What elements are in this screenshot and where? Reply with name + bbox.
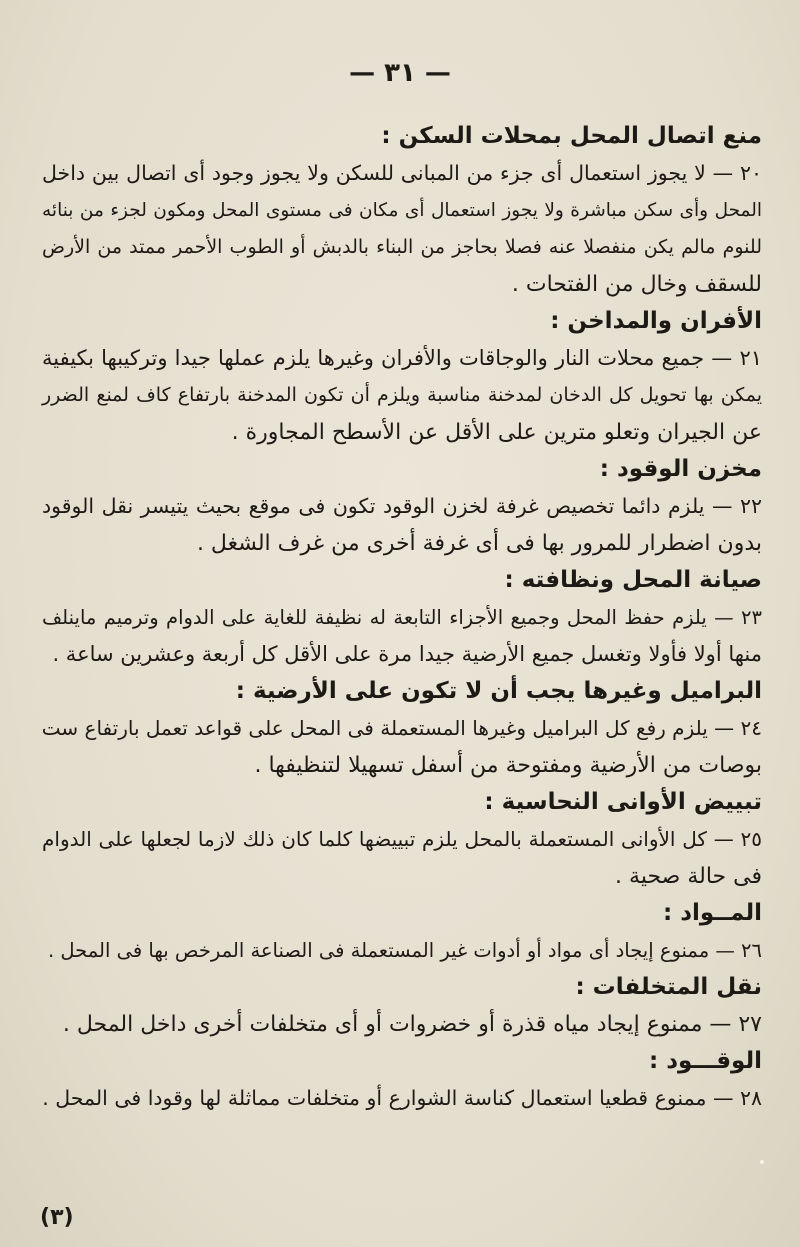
text-line: بوصات من الأرضية ومفتوحة من أسفل تسهيلا لتنظيفها . — [254, 753, 762, 778]
page-number-bottom: (٣) — [40, 1205, 74, 1230]
section-heading: نقل المتخلفات : — [575, 974, 762, 1000]
text-line: ٢١ — جميع محلات النار والوجاقات والأفران وغيرها يلزم عملها جيدا وتركيبها بكيفية — [42, 346, 762, 370]
text-line: فى حالة صحية . — [615, 864, 762, 889]
section-heading: البراميل وغيرها يجب أن لا تكون على الأرضية : — [235, 678, 762, 704]
text-line: ٢٥ — كل الأوانى المستعملة بالمحل يلزم تبييضها كلما كان ذلك لازما لجعلها على الدوام — [42, 827, 762, 851]
section-heading: منع اتصال المحل بمحلات السكن : — [381, 123, 762, 149]
section-heading: تبييض الأوانى النحاسية : — [484, 789, 762, 815]
paper-speck — [760, 1160, 764, 1164]
text-line: ٢٤ — يلزم رفع كل البراميل وغيرها المستعملة فى المحل على قواعد تعمل بارتفاع ست — [41, 716, 762, 740]
text-line: منها أولا فأولا وتغسل جميع الأرضية جيدا مرة على الأقل كل أربعة وعشرين ساعة . — [52, 642, 762, 666]
text-line: للنوم مالم يكن منفصلا عنه فصلا بحاجز من البناء بالدبش أو الطوب الأحمر ممتد من الأرض — [42, 236, 762, 258]
section-heading: مخزن الوقود : — [599, 456, 762, 482]
text-line: المحل وأى سكن مباشرة ولا يجوز استعمال أى مكان فى مستوى المحل ومكون لجزء من بنائه — [42, 200, 762, 221]
section-heading: الوقـــود : — [648, 1048, 762, 1074]
section-heading: المــواد : — [663, 900, 762, 926]
text-line: ٢٦ — ممنوع إيجاد أى مواد أو أدوات غير المستعملة فى الصناعة المرخص بها فى المحل . — [48, 939, 762, 962]
text-line: عن الجيران وتعلو مترين على الأقل عن الأسطح المجاورة . — [231, 420, 762, 445]
text-line: ٢٣ — يلزم حفظ المحل وجميع الأجزاء التابعة له نظيفة للغاية على الدوام وترميم ماينلف — [42, 606, 762, 629]
page-number-top: — ٣١ — — [349, 58, 451, 88]
text-line: ٢٢ — يلزم دائما تخصيص غرفة لخزن الوقود تكون فى موقع بحيث يتيسر نقل الوقود — [42, 494, 762, 518]
text-line: ٢٨ — ممنوع قطعيا استعمال كناسة الشوارع أو متخلفات مماثلة لها وقودا فى المحل . — [42, 1086, 762, 1110]
text-line: للسقف وخال من الفتحات . — [511, 272, 762, 297]
text-line: بدون اضطرار للمرور بها فى أى غرفة أخرى من غرف الشغل . — [196, 531, 762, 556]
text-line: ٢٠ — لا يجوز استعمال أى جزء من المبانى للسكن ولا يجوز وجود أى اتصال بين داخل — [42, 161, 762, 185]
text-line: يمكن بها تحويل كل الدخان لمدخنة مناسبة ويلزم أن تكون المدخنة بارتفاع كاف لمنع الضرر — [42, 384, 762, 406]
document-body — [42, 118, 762, 1117]
section-heading: صيانة المحل ونظافته : — [504, 567, 762, 593]
text-line: ٢٧ — ممنوع إيجاد مياه قذرة أو خضروات أو أى متخلفات أخرى داخل المحل . — [62, 1012, 762, 1037]
section-heading: الأفران والمداخن : — [550, 308, 762, 334]
